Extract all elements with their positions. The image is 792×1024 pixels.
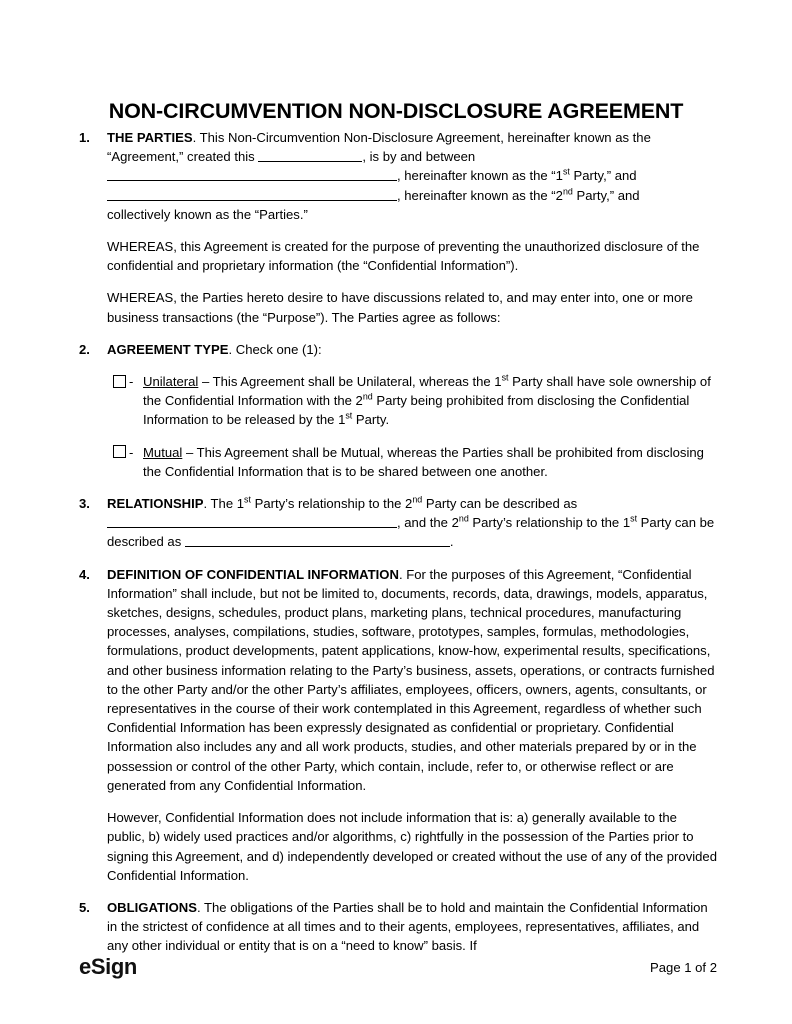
ordinal-suffix-nd-1: nd (562, 186, 573, 197)
page-number: Page 1 of 2 (650, 959, 717, 975)
ordinal-suffix-st-3: st (345, 411, 353, 422)
clause-1-line3-end: Party,” and (572, 187, 640, 203)
clause-3-t2: Party’s relationship to the 2 (250, 496, 413, 512)
clause-the-parties (79, 128, 717, 327)
clause-number-2: 2. (79, 341, 90, 357)
clause-1-text-a: . This Non-Circumvention Non-Disclosure Agreement, hereinafter known as the “Agreement,” created this (107, 130, 651, 165)
clause-1-heading: THE PARTIES (107, 130, 193, 145)
clause-3-paragraph (107, 494, 717, 552)
clause-2-heading: AGREEMENT TYPE (107, 341, 229, 357)
clause-5-text: . The obligations of the Parties shall be to hold and maintain the Confidential Information in the strictest of confidence at all times and to their agents, employees, representatives, affiliates, and any other individual or entity that is on a “need to know” basis. If (107, 899, 708, 954)
clause-3-t4: , and the 2 (397, 515, 459, 531)
clause-1-line2-end: Party,” and (569, 168, 637, 184)
clause-3-t5: Party’s relationship to the 1 (468, 515, 631, 531)
option-mutual-text-a: – This Agreement shall be Mutual, whereas the Parties shall be prohibited from disclosing the Confidential Information that is to be shared between one another. (143, 444, 704, 479)
clause-number-3: 3. (79, 496, 90, 512)
ordinal-suffix-nd-4: nd (458, 513, 469, 524)
clause-1-line3-after: , hereinafter known as the “2 (397, 187, 563, 203)
ordinal-suffix-st-5: st (630, 513, 638, 524)
clause-4-paragraph-1 (107, 565, 717, 795)
blank-second-party-name[interactable] (107, 187, 397, 201)
clause-1-line2-after: , hereinafter known as the “1 (397, 168, 563, 184)
option-unilateral-text-d: Party. (352, 412, 390, 428)
clause-agreement-type (79, 340, 717, 481)
esign-logo: eSign (79, 954, 137, 979)
option-mutual[interactable] (107, 443, 717, 481)
clause-4-paragraph-2: However, Confidential Information does not include information that is: a) generally available to the public, b) widely used practices and/or algorithms, c) rightfully in the possession of the Parties prior to signing this Agreement, and d) independently developed or created without the use of any of the provided Confidential Information. (107, 810, 717, 883)
page-title: NON-CIRCUMVENTION NON-DISCLOSURE AGREEMENT (108, 99, 684, 124)
clause-definition (79, 565, 717, 885)
ordinal-suffix-st-1: st (562, 167, 570, 178)
page-footer (79, 948, 717, 978)
clause-5-heading: OBLIGATIONS (107, 899, 197, 915)
clause-1-text-b: , is by and between (362, 149, 476, 165)
document-body (79, 128, 717, 956)
whereas-paragraph-1: WHEREAS, this Agreement is created for the purpose of preventing the unauthorized disclosure of the confidential and proprietary information (the “Confidential Information”). (107, 239, 700, 274)
clause-3-heading: RELATIONSHIP (107, 496, 204, 512)
clause-number-4: 4. (79, 566, 90, 582)
clause-3-t6: Party can be described as (107, 515, 715, 550)
clause-3-t3: Party can be described as (422, 496, 578, 512)
clause-number-5: 5. (79, 899, 90, 915)
option-dash-unilateral: - (129, 374, 134, 390)
ordinal-suffix-st-2: st (501, 372, 509, 383)
option-unilateral-text (143, 372, 717, 430)
option-unilateral[interactable] (107, 372, 717, 430)
clause-obligations (79, 898, 717, 956)
clause-1-paragraph-1 (107, 128, 717, 224)
clause-4-heading: DEFINITION OF CONFIDENTIAL INFORMATION (107, 566, 399, 582)
option-unilateral-text-c: Party being prohibited from disclosing the Confidential Information to be released by the 1 (143, 393, 690, 428)
blank-first-party-relationship[interactable] (107, 514, 397, 528)
clause-2-intro (107, 340, 717, 359)
ordinal-suffix-nd-3: nd (412, 494, 423, 505)
ordinal-suffix-st-4: st (244, 494, 251, 505)
blank-first-party-name[interactable] (107, 167, 397, 181)
clause-5-paragraph (107, 898, 717, 956)
option-unilateral-text-b: Party shall have sole ownership of the Confidential Information with the 2 (143, 374, 711, 409)
clause-number-1: 1. (79, 130, 90, 145)
checkbox-unilateral[interactable] (113, 375, 126, 388)
clause-2-intro-text: . Check one (1): (228, 341, 322, 357)
clause-3-t7: . (449, 534, 454, 550)
checkbox-mutual[interactable] (113, 445, 126, 458)
clause-3-t1: . The 1 (203, 496, 245, 512)
clause-1-line4: collectively known as the “Parties.” (107, 206, 308, 222)
option-unilateral-label: Unilateral (143, 374, 199, 390)
option-mutual-label: Mutual (143, 444, 183, 460)
blank-created-date[interactable] (258, 148, 362, 162)
blank-second-party-relationship[interactable] (185, 533, 450, 547)
option-mutual-text (143, 443, 717, 481)
option-dash-mutual: - (129, 444, 134, 460)
whereas-paragraph-2: WHEREAS, the Parties hereto desire to have discussions related to, and may enter into, one or more business transactions (the “Purpose”). The Parties agree as follows: (107, 290, 693, 325)
ordinal-suffix-nd-2: nd (362, 391, 373, 402)
clause-4-text: . For the purposes of this Agreement, “Confidential Information” shall include, but not be limited to, documents, records, data, drawings, models, apparatus, sketches, designs, schedules, product plans, marketing plans, technical procedures, manufacturing processes, analyses, compilations, studies, software, prototypes, samples, formulas, methodologies, formulations, product developments, patent applications, know-how, experimental results, specifications, and other business information relating to the Party’s business, assets, operations, or contracts furnished to the other Party and/or the other Party’s affiliates, employees, officers, owners, agents, consultants, or representatives in the course of their work contemplated in this Agreement, regardless of whether such Confidential Information has been expressly designated as confidential or proprietary. Confidential Information also includes any and all work products, studies, and other materials prepared by or in the possession or control of the other Party, which contain, include, refer to, or otherwise reflect or are generated from any Confidential Information. (107, 566, 715, 793)
clause-relationship (79, 494, 717, 552)
option-unilateral-text-a: – This Agreement shall be Unilateral, whereas the 1 (198, 374, 502, 390)
